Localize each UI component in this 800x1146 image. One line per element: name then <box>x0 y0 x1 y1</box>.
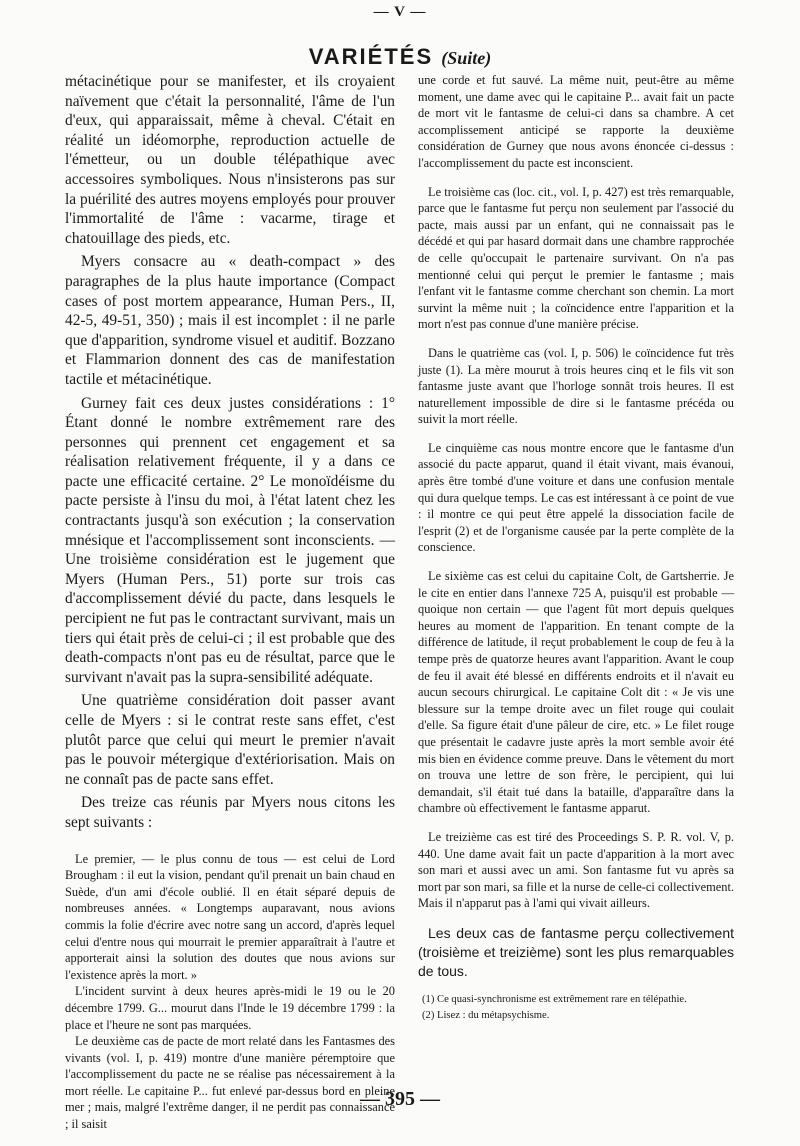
title-main: VARIÉTÉS <box>308 44 434 69</box>
paragraph: Le sixième cas est celui du capitaine Colt, de Gartsherrie. Je le cite en entier dans l'annexe 725 A, puisqu'il est probable — quoique non certain — que l'agent fût mort depuis quelques heures au moment de l'apparition. En tenant compte de la différence de latitude, il reçut probablement le coup de feu à la tempe près de quatorze heures avant l'apparition. Avant le coup de feu il avait été blessé en différents endroits et il n'avait eu aucun secours chirurgical. Le capitaine Colt dit : « Je vis une blessure sur la tempe droite avec un filet rouge qui coulait d'elle. Sa figure était d'une pâleur de cire, etc. » Le filet rouge que présentait le cadavre juste après la mort semble avoir été mis bien en évidence comme preuve. Dans le vêtement du mort on trouva une lettre de son frère, le percipient, qui lui demandait, s'il était tué dans la bataille, d'apparaître dans la chambre où effectivement le fantasme apparut. <box>418 569 734 816</box>
paragraph-small: L'incident survint à deux heures après-midi le 19 ou le 20 décembre 1799. G... mourut dans l'Inde le 19 décembre 1799 : la place et l'heure ne sont pas marquées. <box>65 984 395 1032</box>
footnote: (2) Lisez : du métapsychisme. <box>422 1009 550 1021</box>
paragraph: une corde et fut sauvé. La même nuit, peut-être au même moment, une dame avec qui le capitaine P... avait fait un pacte de mort vit le fantasme de celui-ci dans sa chambre. A cet accomplissement anticipé se rapporte la deuxième considération de Gurney que nous avons énoncée ci-dessus : l'accomplissement du pacte est inconscient. <box>418 73 734 170</box>
closing-paragraph: Les deux cas de fantasme perçu collectivement (troisième et treizième) sont les plus remarquables de tous. <box>418 924 734 979</box>
paragraph-small: Le deuxième cas de pacte de mort relaté dans les Fantasmes des vivants (vol. I, p. 419) montre d'une manière péremptoire que l'accomplissement du pacte ne se réalise pas nécessairement à la mort réelle. Le capitaine P... fut enlevé par-dessus bord en pleine mer ; mais, malgré l'extrême danger, il ne perdit pas connaissance ; il saisit <box>65 1034 395 1132</box>
paragraph: Des treize cas réunis par Myers nous citons les sept suivants : <box>65 794 395 831</box>
paragraph: Myers consacre au « death-compact » des paragraphes de la plus haute importance (Compact cases of post mortem appearance, Human Pers., II, 42-5, 49-51, 350) ; mais il est incomplet : il ne parle que d'apparition, syndrome visuel et auditif. Bozzano et Flammarion donnent des cas de manifestation tactile et métacinétique. <box>65 253 395 388</box>
spacer <box>65 837 395 851</box>
paragraph: Le treizième cas est tiré des Proceedings S. P. R. vol. V, p. 440. Une dame avait fait un pacte d'apparition à la mort avec son mari et aussi avec un ami. Son fantasme fut vu après sa mort par son mari, sa fille et la nurse de celle-ci collectivement. Mais il n'apparut pas à l'ami qui vivait ailleurs. <box>418 829 734 911</box>
paragraph: Le cinquième cas nous montre encore que le fantasme d'un associé du pacte apparut, quand il était vivant, mais évanoui, après être tombé d'une voiture et dans une confusion mentale qui dura quelque temps. Le cas est intéressant à ce point de vue : il montre ce qui peut être appelé la dissociation facile de l'esprit (2) et de l'organisme causée par la perte complète de la conscience. <box>418 440 734 555</box>
paragraph-small: Le premier, — le plus connu de tous — est celui de Lord Brougham : il eut la vision, pendant qu'il prenait un bain chaud en Suède, d'un ami d'école oublié. Il en était séparé depuis de nombreuses années. « Longtemps auparavant, nous avions commis la folie d'écrire avec notre sang un accord, d'après lequel celui d'entre nous qui mourrait le premier apparaîtrait à l'autre et apporterait ainsi la solution des doutes que nous avions sur l'existence après la mort. » <box>65 851 395 982</box>
paragraph: métacinétique pour se manifester, et ils croyaient naïvement que c'était la personnalité, l'âme de l'un d'eux, qui apparaissait, même à cheval. C'était en réalité un idéomorphe, reproduction actuelle de l'émetteur, ou un double télépathique avec accessoires symboliques. Nous n'insisterons pas sur la puérilité des autres moyens employés pour prouver l'immortalité de l'âme : vacarme, tirage et chatouillage des pieds, etc. <box>65 73 395 247</box>
paragraph: Dans le quatrième cas (vol. I, p. 506) le coïncidence fut très juste (1). La mère mourut à trois heures cinq et le fils vit son fantasme juste avant que l'horloge sonnât trois heures. Il est naturellement impossible de dire si le fantasme précéda ou suivit la mort réelle. <box>418 345 734 427</box>
section-title <box>0 44 800 70</box>
page-number: — 395 — <box>360 1088 440 1110</box>
title-suite: (Suite) <box>441 48 492 68</box>
right-column <box>418 72 734 1024</box>
paragraph: Le troisième cas (loc. cit., vol. I, p. 427) est très remarquable, parce que le fantasme fut perçu non seulement par l'associé du pacte, mais aussi par un enfant, qui ne connaissait pas le décédé et qui par hasard dormait dans une chambre rapprochée de celle qu'occupait le partenaire survivant. On n'a pas mentionné celui qui perçut le premier le fantasme ; mais l'enfant vit le fantasme comme cherchant son chemin. La mort survint la même nuit ; la coïncidence entre l'apparition et la mort n'est pas connue d'une manière précise. <box>418 184 734 332</box>
paragraph: Une quatrième considération doit passer avant celle de Myers : si le contrat reste sans effet, c'est plutôt parce que celui qui meurt le premier n'avait pas le pouvoir métergique d'extériorisation. Mais on ne connaît pas de pacte sans effet. <box>65 692 395 788</box>
footnote: (1) Ce quasi-synchronisme est extrêmement rare en télépathie. <box>422 993 687 1005</box>
paragraph: Gurney fait ces deux justes considérations : 1° Étant donné le nombre extrêmement rare des personnes qui prennent cet engagement et sa réalisation relativement fréquente, il y a dans ce pacte une efficacité certaine. 2° Le monoïdéisme du pacte persiste à l'insu du moi, à l'état latent chez les contractants jusqu'à son exécution ; la conservation mnésique et l'accomplissement sont inconscients. — Une troisième considération est le jugement que Myers (Human Pers., 51) porte sur trois cas d'accomplissement dévié du pacte, dans lesquels le percipient ne fut pas le contractant survivant, mais un tiers qui était près de celui-ci ; il est probable que des death-compacts n'ont pas eu de résultat, parce que le survivant n'avait pas la supra-sensibilité adéquate. <box>65 394 395 686</box>
folio: — V — <box>373 4 427 20</box>
left-column <box>65 72 395 1133</box>
